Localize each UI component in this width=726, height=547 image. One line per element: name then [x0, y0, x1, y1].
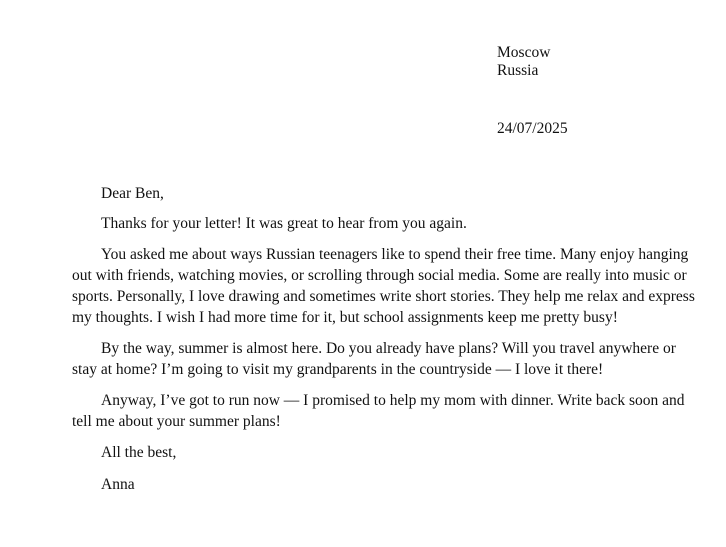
signature: Anna [101, 476, 135, 493]
paragraph-free-time: You asked me about ways Russian teenagers like to spend their free time. Many enjoy hanging out with friends, watching movies, or scrolling through social media. Some are really into music or sports. Personally, I love drawing and sometimes write short stories. They help me relax and express my thoughts. I wish I had more time for it, but school assignments keep me pretty busy! [72, 246, 695, 326]
paragraph-greeting: Thanks for your letter! It was great to hear from you again. [101, 215, 467, 232]
salutation: Dear Ben, [101, 185, 164, 202]
address-city: Moscow [497, 44, 551, 61]
closing: All the best, [101, 444, 177, 461]
paragraph-summer-plans: By the way, summer is almost here. Do you already have plans? Will you travel anywhere or stay at home? I’m going to visit my grandparents in the countryside — I love it there! [72, 340, 676, 378]
sender-address [497, 44, 550, 80]
letter-date: 24/07/2025 [497, 120, 568, 137]
address-country: Russia [497, 62, 539, 79]
paragraph-sign-off: Anyway, I’ve got to run now — I promised to help my mom with dinner. Write back soon and tell me about your summer plans! [72, 392, 685, 430]
letter-body [72, 183, 702, 505]
